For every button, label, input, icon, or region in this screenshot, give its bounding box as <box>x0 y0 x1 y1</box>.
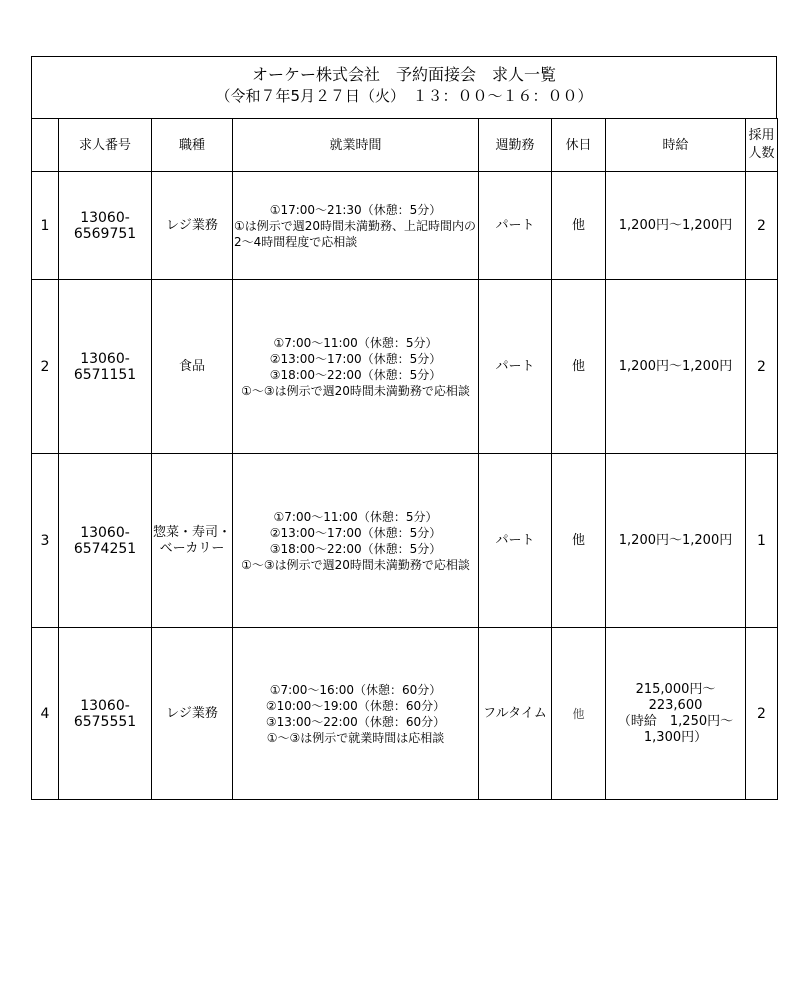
hours-line: ①7:00〜16:00（休憩：60分） <box>269 682 442 697</box>
col-header-no <box>32 119 59 172</box>
col-header-weekly: 週勤務 <box>479 119 552 172</box>
hours-line: ②13:00〜17:00（休憩：5分） <box>269 351 442 366</box>
header-row <box>32 119 778 172</box>
row-no: 4 <box>32 628 59 800</box>
page-subtitle: （令和７年5月２７日（火） １３：００〜１６：００） <box>215 87 593 105</box>
occupation: 惣菜・寿司・ベーカリー <box>152 454 233 628</box>
hours-line: ③18:00〜22:00（休憩：5分） <box>269 367 442 382</box>
col-header-occupation: 職種 <box>152 119 233 172</box>
page-title: オーケー株式会社 予約面接会 求人一覧 <box>251 65 556 84</box>
col-header-holiday: 休日 <box>552 119 606 172</box>
hours-line: ①7:00〜11:00（休憩：5分） <box>273 335 438 350</box>
table-row <box>32 628 778 800</box>
hours-line: ③18:00〜22:00（休憩：5分） <box>269 541 442 556</box>
table-row <box>32 454 778 628</box>
job-table <box>31 118 778 800</box>
col-header-wage: 時給 <box>606 119 746 172</box>
col-header-hours: 就業時間 <box>233 119 479 172</box>
row-no: 1 <box>32 172 59 280</box>
weekly-work: パート <box>479 172 552 280</box>
work-hours <box>233 454 479 628</box>
holiday: 他 <box>552 280 606 454</box>
hours-line: ①17:00〜21:30（休憩：5分） <box>269 202 442 217</box>
hours-note: ①〜③は例示で週20時間未満勤務で応相談 <box>241 383 470 398</box>
hours-note: ①は例示で週20時間未満勤務、上記時間内の2〜4時間程度で応相談 <box>234 218 477 249</box>
hourly-wage: 1,200円〜1,200円 <box>606 172 746 280</box>
weekly-work: パート <box>479 280 552 454</box>
table-row <box>32 280 778 454</box>
occupation: レジ業務 <box>152 628 233 800</box>
col-header-job-number: 求人番号 <box>59 119 152 172</box>
occupation: 食品 <box>152 280 233 454</box>
work-hours <box>233 628 479 800</box>
hourly-wage: 1,200円〜1,200円 <box>606 454 746 628</box>
job-number: 13060- 6569751 <box>59 172 152 280</box>
headcount: 2 <box>746 280 778 454</box>
hours-line: ③13:00〜22:00（休憩：60分） <box>265 714 446 729</box>
hourly-wage: 215,000円〜 223,600 （時給 1,250円〜 1,300円） <box>606 628 746 800</box>
hourly-wage: 1,200円〜1,200円 <box>606 280 746 454</box>
job-list-sheet <box>31 56 777 800</box>
holiday: 他 <box>552 454 606 628</box>
holiday: 他 <box>552 172 606 280</box>
hours-line: ②10:00〜19:00（休憩：60分） <box>265 698 446 713</box>
headcount: 2 <box>746 628 778 800</box>
weekly-work: フルタイム <box>479 628 552 800</box>
hours-line: ②13:00〜17:00（休憩：5分） <box>269 525 442 540</box>
col-header-headcount: 採用 人数 <box>746 119 778 172</box>
job-number: 13060- 6575551 <box>59 628 152 800</box>
job-number: 13060- 6574251 <box>59 454 152 628</box>
weekly-work: パート <box>479 454 552 628</box>
work-hours <box>233 280 479 454</box>
headcount: 2 <box>746 172 778 280</box>
row-no: 2 <box>32 280 59 454</box>
table-row <box>32 172 778 280</box>
title-box <box>31 56 777 118</box>
work-hours <box>233 172 479 280</box>
hours-line: ①7:00〜11:00（休憩：5分） <box>273 509 438 524</box>
headcount: 1 <box>746 454 778 628</box>
hours-note: ①〜③は例示で週20時間未満勤務で応相談 <box>241 557 470 572</box>
occupation: レジ業務 <box>152 172 233 280</box>
job-number: 13060- 6571151 <box>59 280 152 454</box>
hours-note: ①〜③は例示で就業時間は応相談 <box>266 730 445 745</box>
row-no: 3 <box>32 454 59 628</box>
holiday: 他 <box>552 628 606 800</box>
